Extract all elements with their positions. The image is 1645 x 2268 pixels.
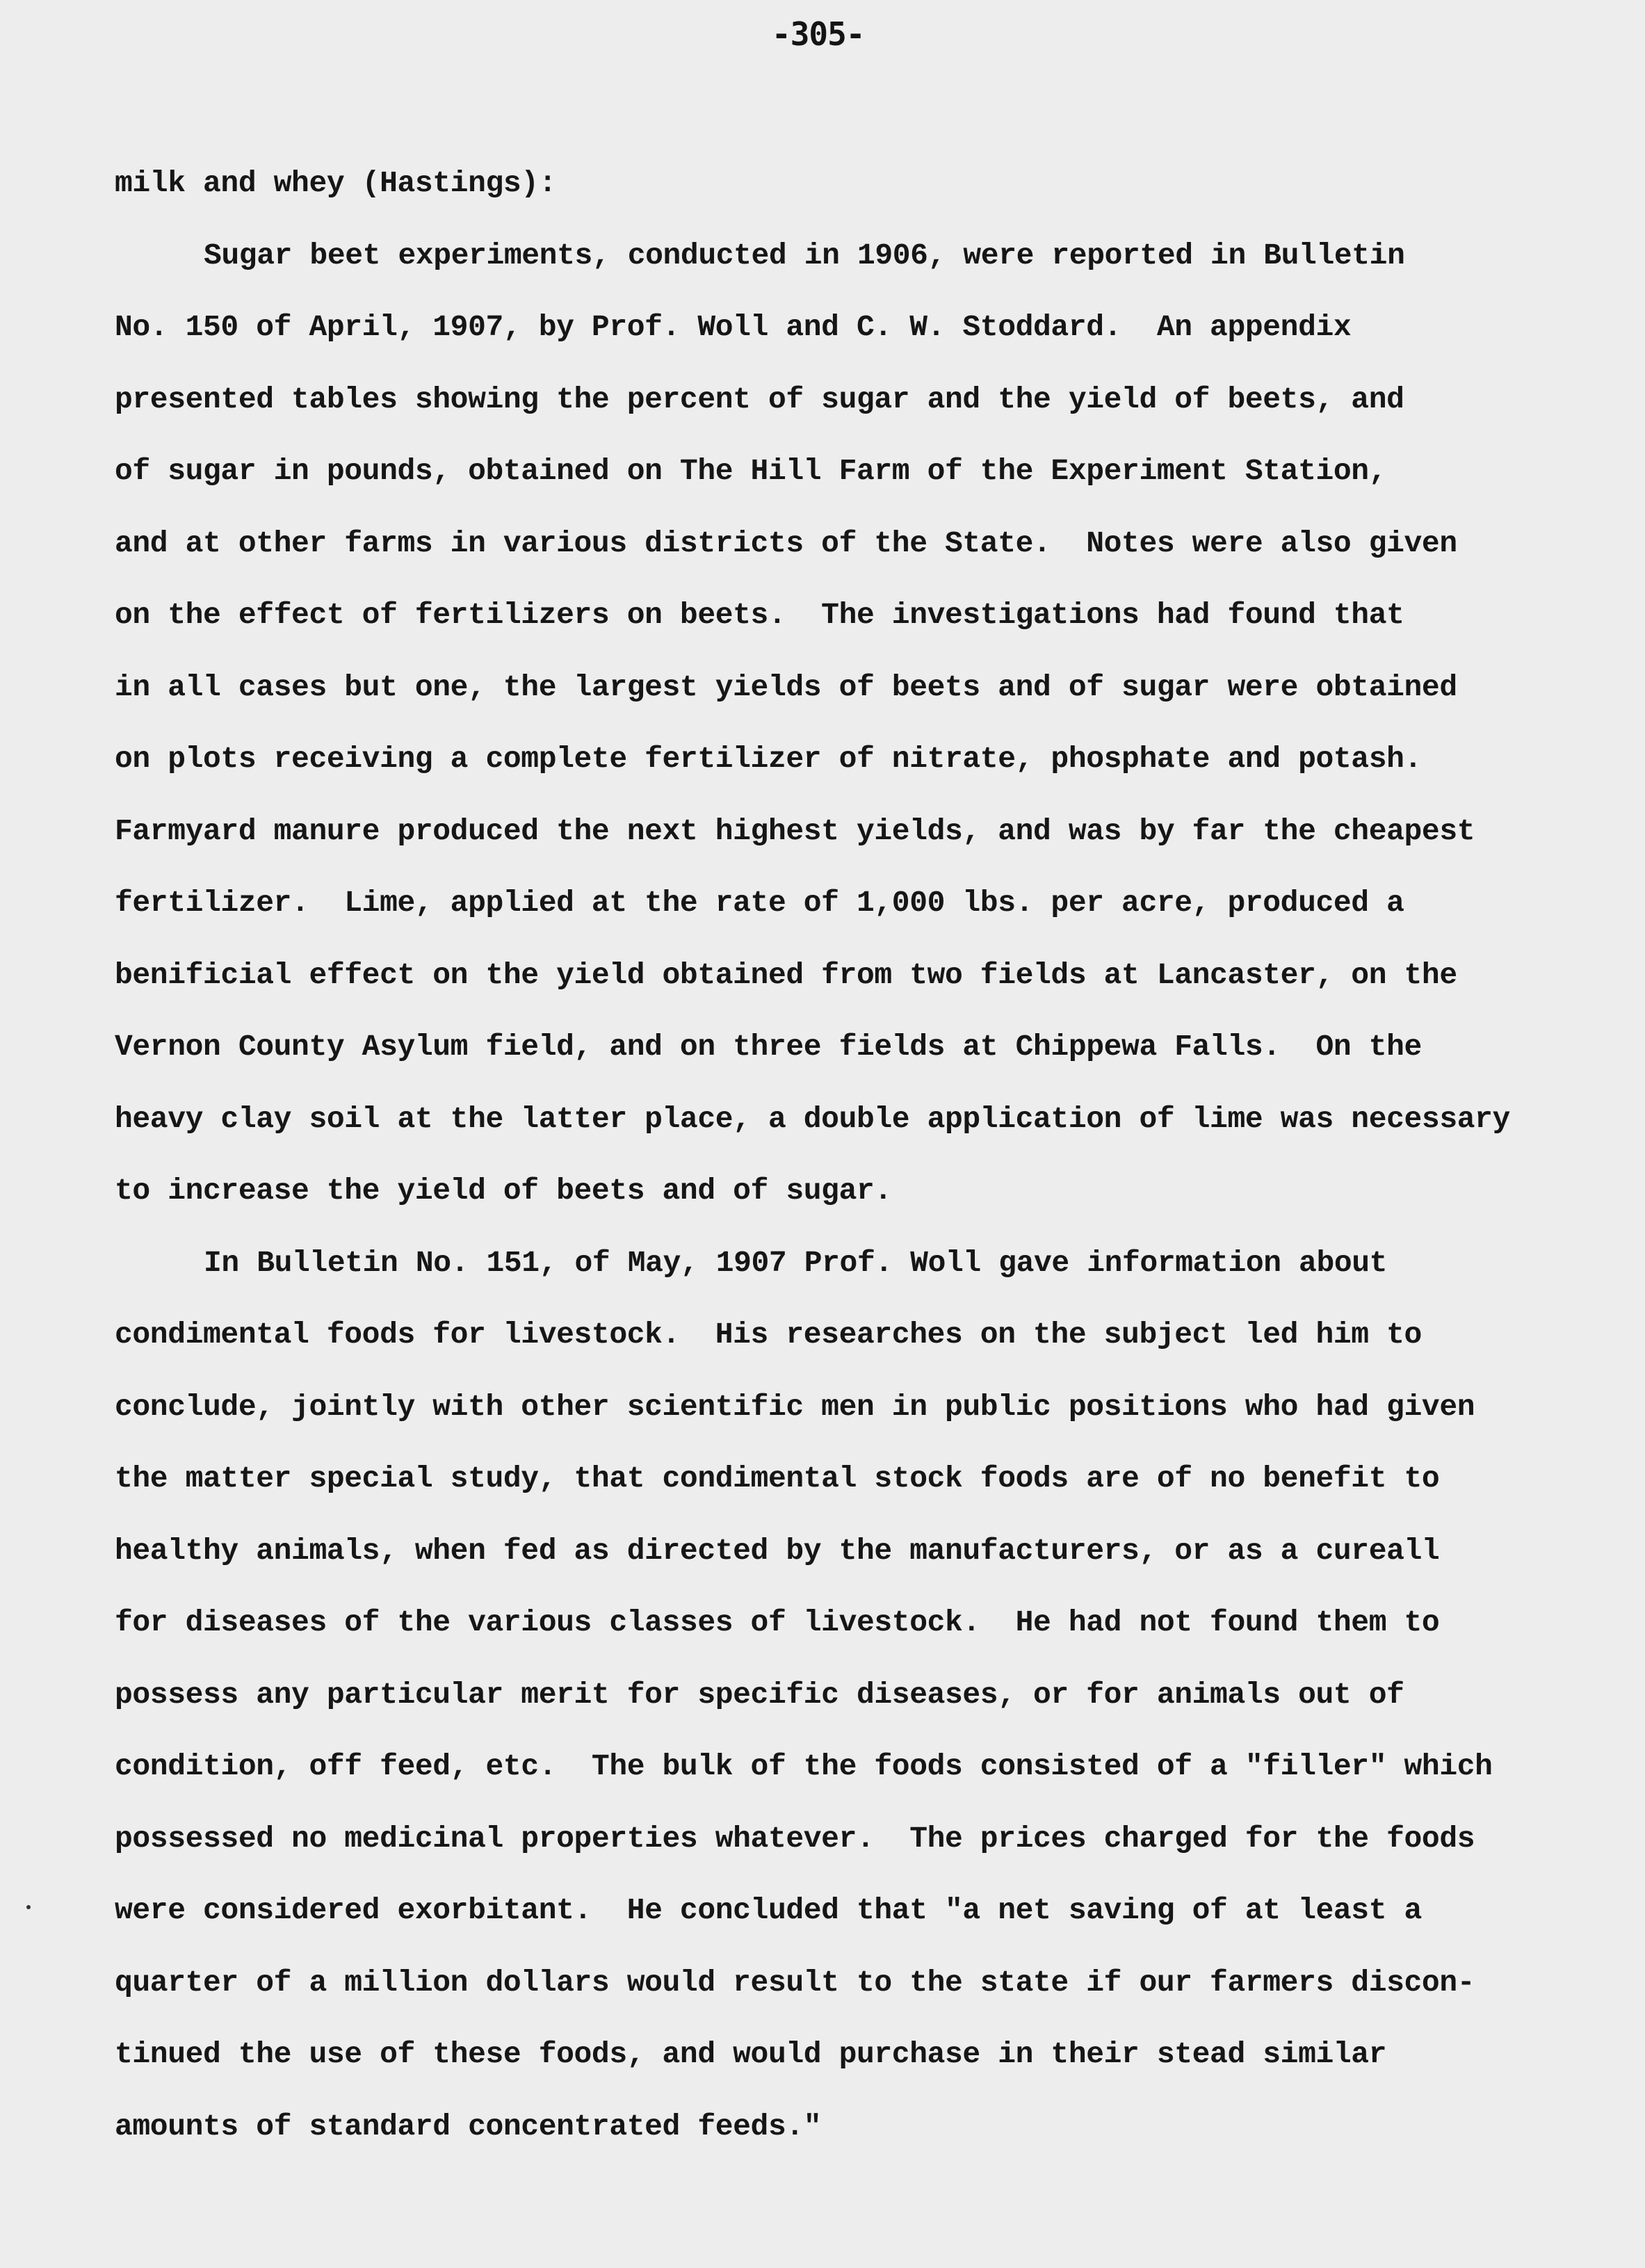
paragraph-1-line: heavy clay soil at the latter place, a double application of lime was necessary	[115, 1101, 1510, 1136]
paragraph-2-line: quarter of a million dollars would result to the state if our farmers discon-	[115, 1965, 1475, 2000]
paragraph-1-line: presented tables showing the percent of sugar and the yield of beets, and	[115, 382, 1404, 416]
paragraph-1-line: and at other farms in various districts of the State. Notes were also given	[115, 526, 1457, 560]
paragraph-2-line: possess any particular merit for specific diseases, or for animals out of	[115, 1677, 1404, 1712]
paragraph-2-line: In Bulletin No. 151, of May, 1907 Prof. Woll gave information about	[204, 1245, 1388, 1280]
body-text	[115, 147, 1561, 2162]
paragraph-1-line: on the effect of fertilizers on beets. The investigations had found that	[115, 598, 1404, 632]
paragraph-1-line: to increase the yield of beets and of sugar.	[115, 1174, 892, 1208]
margin-mark	[26, 1905, 31, 1909]
paragraph-2-line: for diseases of the various classes of livestock. He had not found them to	[115, 1605, 1440, 1639]
paragraph-1-line: benificial effect on the yield obtained from two fields at Lancaster, on the	[115, 957, 1457, 992]
paragraph-1-line: on plots receiving a complete fertilizer of nitrate, phosphate and potash.	[115, 742, 1422, 776]
paragraph-1-line: Farmyard manure produced the next highest yields, and was by far the cheapest	[115, 813, 1475, 848]
paragraph-2-line: conclude, jointly with other scientific men in public positions who had given	[115, 1389, 1475, 1424]
paragraph-1-line: Sugar beet experiments, conducted in 1906, were reported in Bulletin	[204, 238, 1405, 273]
paragraph-1-line: No. 150 of April, 1907, by Prof. Woll and C. W. Stoddard. An appendix	[115, 310, 1352, 344]
paragraph-1-line: Vernon County Asylum field, and on three fields at Chippewa Falls. On the	[115, 1030, 1422, 1064]
page-number: -305-	[772, 15, 865, 53]
paragraph-1-line: of sugar in pounds, obtained on The Hill Farm of the Experiment Station,	[115, 454, 1387, 488]
paragraph-2-line: the matter special study, that condimental stock foods are of no benefit to	[115, 1461, 1440, 1496]
paragraph-1-line: fertilizer. Lime, applied at the rate of 1,000 lbs. per acre, produced a	[115, 886, 1404, 920]
paragraph-2-line: amounts of standard concentrated feeds."	[115, 2109, 822, 2144]
paragraph-2-line: possessed no medicinal properties whatever. The prices charged for the foods	[115, 1821, 1475, 1856]
paragraph-2-line: condition, off feed, etc. The bulk of the foods consisted of a "filler" which	[115, 1749, 1493, 1783]
heading-line: milk and whey (Hastings):	[115, 166, 557, 200]
paragraph-2-line: were considered exorbitant. He concluded that "a net saving of at least a	[115, 1893, 1422, 1927]
paragraph-2-line: tinued the use of these foods, and would purchase in their stead similar	[115, 2037, 1387, 2071]
paragraph-2-line: healthy animals, when fed as directed by the manufacturers, or as a cureall	[115, 1533, 1440, 1568]
paragraph-1-line: in all cases but one, the largest yields of beets and of sugar were obtained	[115, 670, 1457, 704]
paragraph-2-line: condimental foods for livestock. His researches on the subject led him to	[115, 1318, 1422, 1352]
